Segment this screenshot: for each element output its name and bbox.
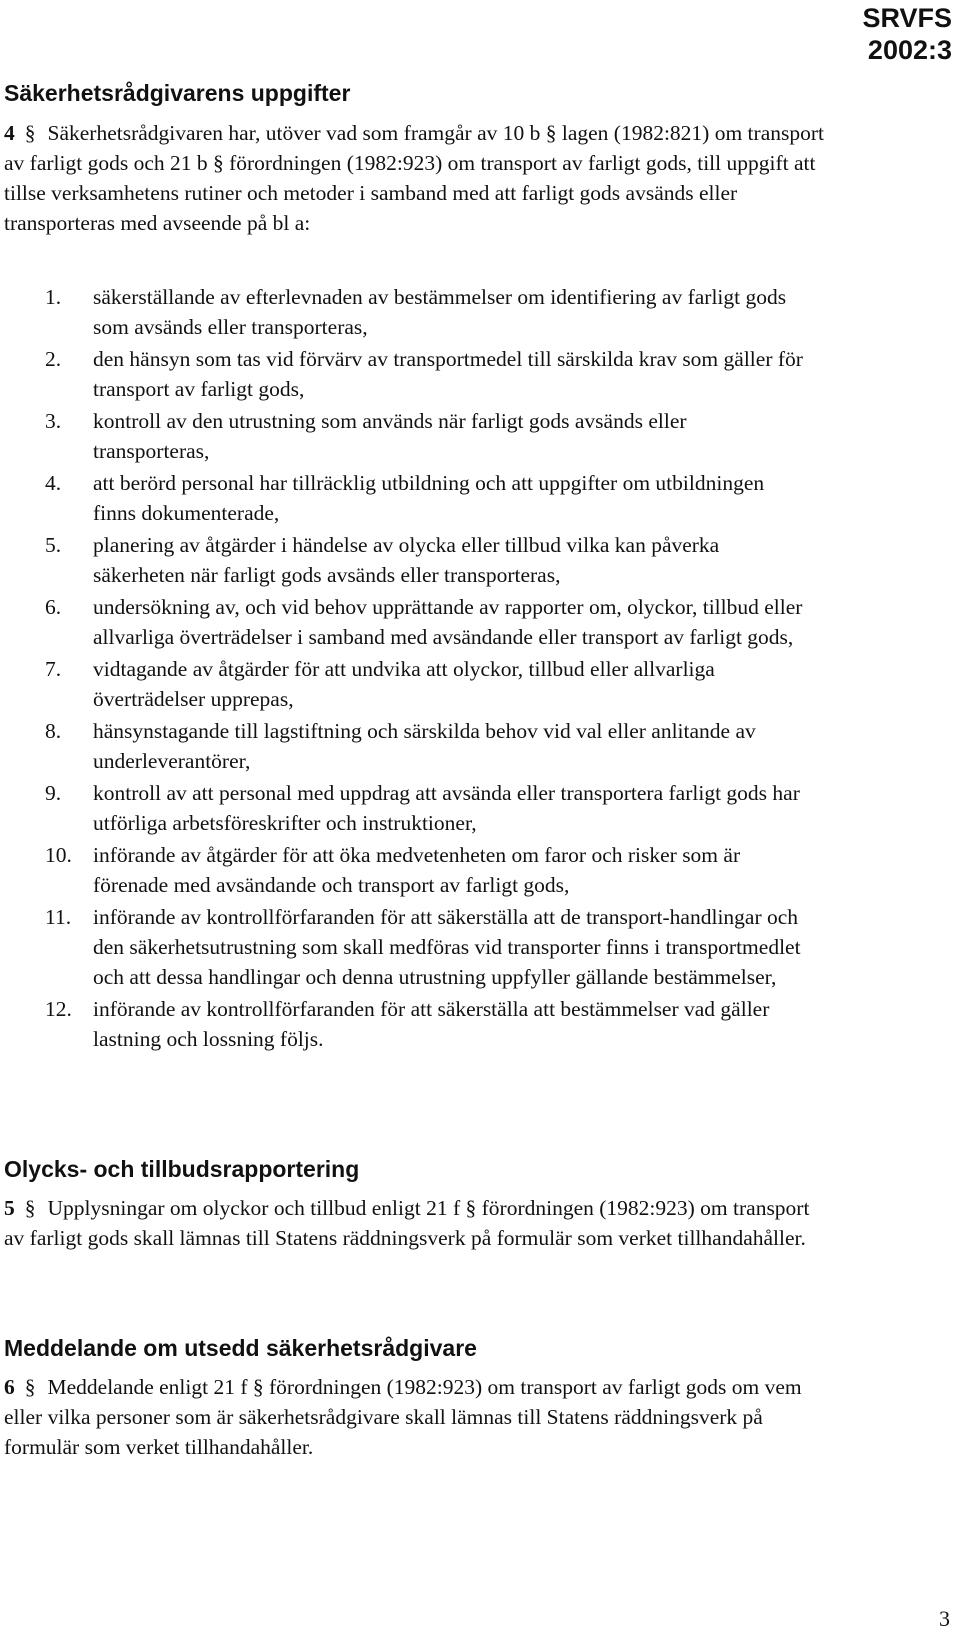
duty-list <box>45 282 805 1056</box>
list-item <box>45 778 805 838</box>
list-item-text: säkerställande av efterlevnaden av bestämmelser om identifiering av farligt gods som avsänds eller transporteras, <box>93 285 787 339</box>
list-item-number: 7. <box>45 657 62 681</box>
document-reference <box>862 2 952 66</box>
paragraph-number: 5 <box>4 1196 15 1220</box>
list-item <box>45 840 805 900</box>
section-sign: § <box>24 1196 36 1220</box>
document-series: SRVFS <box>862 3 952 33</box>
list-item-text: att berörd personal har tillräcklig utbildning och att uppgifter om utbildningen finns dokumenterade, <box>93 471 765 525</box>
list-item-number: 10. <box>45 843 72 867</box>
list-item <box>45 406 805 466</box>
list-item-number: 9. <box>45 781 62 805</box>
section-heading-duties: Säkerhetsrådgivarens uppgifter <box>4 80 351 106</box>
list-item-number: 12. <box>45 997 72 1021</box>
list-item-text: införande av åtgärder för att öka medvetenheten om faror och risker som är förenade med avsändande och transport av farligt gods, <box>93 843 741 897</box>
list-item-text: planering av åtgärder i händelse av olycka eller tillbud vilka kan påverka säkerheten när farligt gods avsänds eller transporteras, <box>93 533 720 587</box>
list-item-text: kontroll av att personal med uppdrag att avsända eller transportera farligt gods har utförliga arbetsföreskrifter och instruktioner, <box>93 781 800 835</box>
paragraph-number: 6 <box>4 1375 15 1399</box>
page-number: 3 <box>939 1606 950 1631</box>
list-item-number: 11. <box>45 905 72 929</box>
list-item-text: införande av kontrollförfaranden för att säkerställa att bestämmelser vad gäller lastning och lossning följs. <box>93 997 770 1051</box>
list-item <box>45 592 805 652</box>
list-item <box>45 902 805 992</box>
list-item <box>45 654 805 714</box>
paragraph-5 <box>4 1193 824 1253</box>
list-item <box>45 344 805 404</box>
list-item <box>45 530 805 590</box>
list-item <box>45 994 805 1054</box>
section-heading-appointed-advisor: Meddelande om utsedd säkerhetsrådgivare <box>4 1335 477 1361</box>
list-item-number: 2. <box>45 347 62 371</box>
list-item-number: 5. <box>45 533 62 557</box>
list-item-text: vidtagande av åtgärder för att undvika att olyckor, tillbud eller allvarliga överträdelser upprepas, <box>93 657 715 711</box>
list-item-number: 8. <box>45 719 62 743</box>
list-item-text: hänsynstagande till lagstiftning och särskilda behov vid val eller anlitande av underleverantörer, <box>93 719 756 773</box>
paragraph-number: 4 <box>4 121 15 145</box>
list-item-text: den hänsyn som tas vid förvärv av transportmedel till särskilda krav som gäller för transport av farligt gods, <box>93 347 803 401</box>
paragraph-4-intro <box>4 118 824 238</box>
paragraph-text: Upplysningar om olyckor och tillbud enligt 21 f § förordningen (1982:923) om transport av farligt gods skall lämnas till Statens räddningsverk på formulär som verket tillhandahåller. <box>4 1196 810 1250</box>
paragraph-6 <box>4 1372 824 1462</box>
section-sign: § <box>24 121 36 145</box>
list-item-number: 4. <box>45 471 62 495</box>
list-item-number: 1. <box>45 285 62 309</box>
paragraph-text: Säkerhetsrådgivaren har, utöver vad som framgår av 10 b § lagen (1982:821) om transport av farligt gods och 21 b § förordningen (1982:923) om transport av farligt gods, till uppgift att tillse verksamhetens rutiner och metoder i samband med att farligt gods avsänds eller transporteras med avseende på bl a: <box>4 121 824 235</box>
list-item-text: införande av kontrollförfaranden för att säkerställa att de transport-handlingar och den säkerhetsutrustning som skall medföras vid transporter finns i transportmedlet och att dessa handlingar och denna utrustning uppfyller gällande bestämmelser, <box>93 905 801 989</box>
paragraph-text: Meddelande enligt 21 f § förordningen (1982:923) om transport av farligt gods om vem eller vilka personer som är säkerhetsrådgivare skall lämnas till Statens räddningsverk på formulär som verket tillhandahåller. <box>4 1375 802 1459</box>
list-item-number: 3. <box>45 409 62 433</box>
section-heading-accident-reporting: Olycks- och tillbudsrapportering <box>4 1156 360 1182</box>
list-item-text: undersökning av, och vid behov upprättande av rapporter om, olyckor, tillbud eller allvarliga överträdelser i samband med avsändande eller transport av farligt gods, <box>93 595 803 649</box>
list-item <box>45 716 805 776</box>
document-number: 2002:3 <box>867 35 952 65</box>
section-sign: § <box>24 1375 36 1399</box>
list-item-number: 6. <box>45 595 62 619</box>
list-item <box>45 282 805 342</box>
list-item <box>45 468 805 528</box>
list-item-text: kontroll av den utrustning som används när farligt gods avsänds eller transporteras, <box>93 409 687 463</box>
